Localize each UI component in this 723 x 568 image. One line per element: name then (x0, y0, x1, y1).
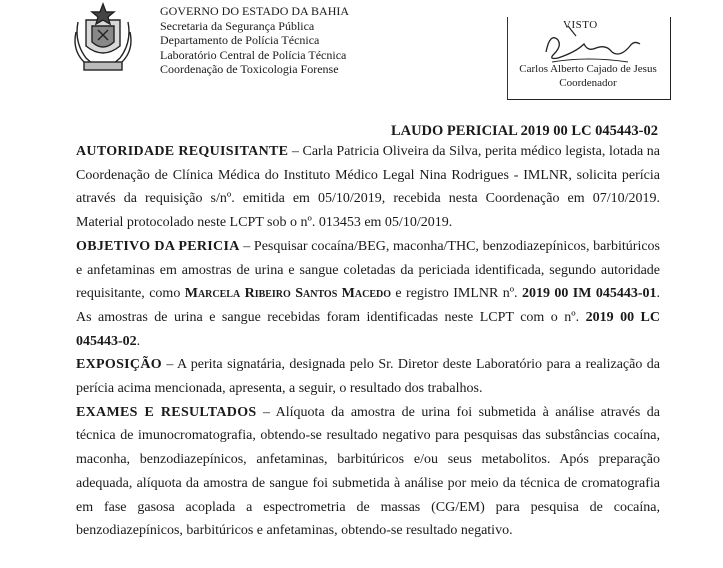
heading-exames: EXAMES E RESULTADOS (76, 404, 257, 420)
section-autoridade (76, 140, 660, 235)
heading-objetivo: OBJETIVO DA PERICIA (76, 238, 240, 254)
header-institution (160, 4, 349, 77)
text-exposicao: – A perita signatária, designada pelo Sr. Diretor deste Laboratório para a realização da perícia acima mencionada, apresenta, a seguir, o resultado dos trabalhos. (76, 357, 660, 397)
header-line-departamento: Departamento de Polícia Técnica (160, 33, 320, 47)
text-autoridade: – Carla Patricia Oliveira da Silva, perita médico legista, lotada na Coordenação de Clínica Médica do Instituto Médico Legal Nina Rodrigues - IMLNR, solicita perícia através da requisição s/nº. emitida em 05/10/2019, recebida nesta Coordenação em 07/10/2019. Material protocolado neste LCPT sob o nº. 013453 em 05/10/2019. (76, 144, 660, 231)
text-objetivo-4: . (136, 333, 141, 349)
text-objetivo-1: – Pesquisar cocaína/BEG, maconha/THC, benzodiazepínicos, barbitúricos e anfetaminas em amostras de urina e sangue coletadas da periciada identificada, segundo autoridade requisitante, como (76, 238, 660, 302)
header-line-laboratorio: Laboratório Central de Polícia Técnica (160, 47, 347, 62)
heading-autoridade: AUTORIDADE REQUISITANTE (76, 144, 289, 159)
periciada-name: Marcela Ribeiro Santos Macedo (184, 286, 392, 302)
header-line-governo: GOVERNO DO ESTADO DA BAHIA (160, 4, 350, 18)
text-objetivo-2: e registro IMLNR nº. (391, 286, 522, 302)
section-exposicao (76, 353, 660, 400)
section-exames (76, 401, 660, 543)
header-line-secretaria: Secretaria da Segurança Pública (160, 18, 315, 33)
visto-signatory (507, 62, 669, 90)
bahia-coat-of-arms-icon (72, 2, 134, 74)
registro-lcpt: 2019 00 LC 045443-02 (76, 309, 660, 349)
text-objetivo-3: . As amostras de urina e sangue recebidas foram identificadas neste LCPT com o nº. (76, 286, 661, 325)
text-exames: – Alíquota da amostra de urina foi submetida à análise através da técnica de imunocromatografia, obtendo-se resultado negativo para pesquisas das substâncias cocaína, maconha, benzodiazepínicos, anfetaminas, barbitúricos e/ou seus metabolitos. Após preparação adequada, alíquota da amostra de sangue foi submetida à análise por meio da técnica de cromatografia em fase gasosa acoplada a espectrometria de massas (CG/EM) para pesquisa de cocaína, benzodiazepínicos, barbitúricos e anfetaminas, obtendo-se resultado negativo. (76, 404, 660, 539)
registro-imlnr: 2019 00 IM 045443-01 (521, 286, 657, 302)
report-body (76, 140, 660, 543)
report-title: LAUDO PERICIAL 2019 00 LC 045443-02 (390, 123, 658, 139)
section-objetivo (76, 235, 660, 354)
header-line-coordenacao: Coordenação de Toxicologia Forense (160, 62, 339, 76)
visto-role: Coordenador (559, 77, 617, 89)
visto-label: VISTO (563, 19, 598, 31)
heading-exposicao: EXPOSIÇÃO (76, 357, 162, 373)
visto-name: Carlos Alberto Cajado de Jesus (519, 63, 657, 75)
